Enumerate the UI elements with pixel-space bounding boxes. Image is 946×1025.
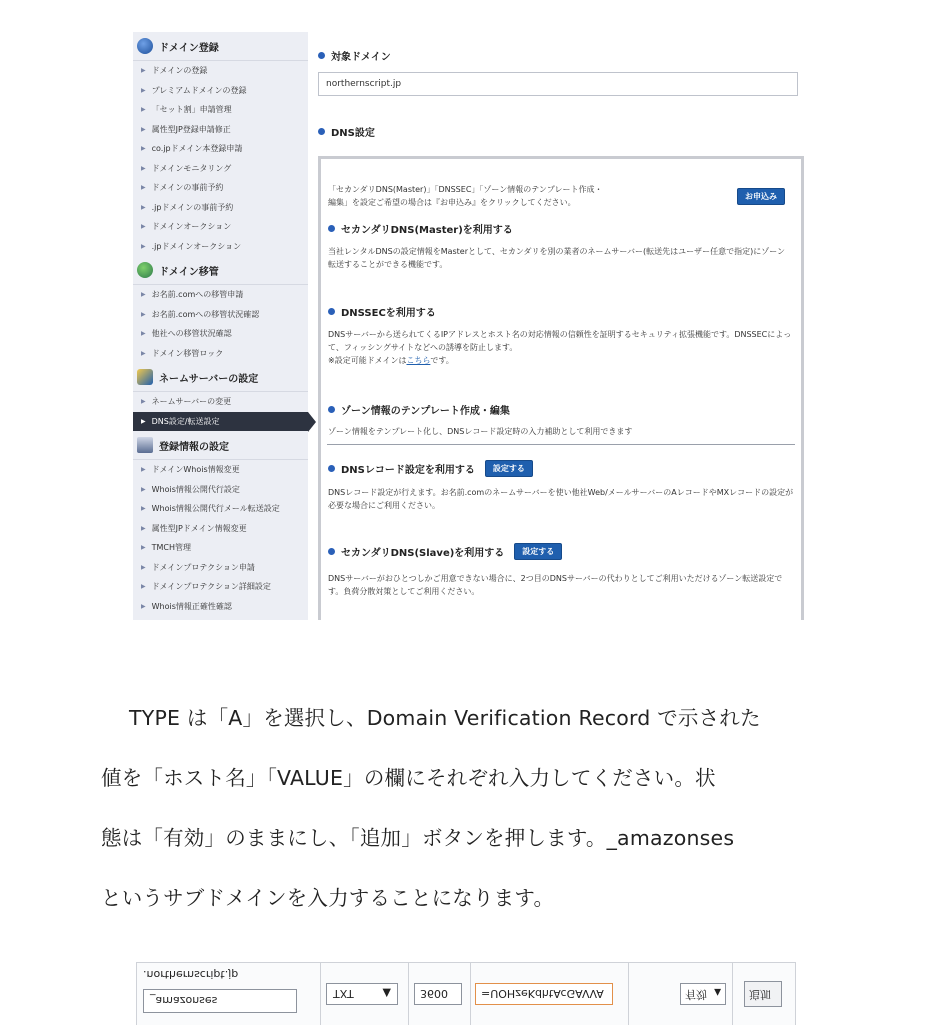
arrow-right-icon: ▶ — [141, 583, 146, 591]
registration-icon — [137, 437, 153, 453]
sidebar-section-nameserver[interactable] — [133, 363, 308, 392]
sidebar-item-label: DNS設定/転送設定 — [151, 416, 220, 426]
desc-line: DNSレコード設定が行えます。お名前.comのネームサーバーを使い他社Web/メールサーバーのAレコードやMXレコードの設定が — [328, 488, 794, 497]
sidebar-item[interactable] — [133, 305, 308, 325]
arrow-right-icon: ▶ — [141, 203, 146, 211]
sidebar-item[interactable] — [133, 217, 308, 237]
value-input[interactable] — [475, 983, 613, 1005]
sidebar-item[interactable] — [133, 178, 308, 198]
sidebar-item[interactable] — [133, 120, 308, 140]
status-cell — [628, 963, 733, 1025]
sidebar-section-title: ネームサーバーの設定 — [159, 373, 259, 385]
sidebar-item[interactable] — [133, 499, 308, 519]
dnssec-heading — [328, 304, 436, 319]
sidebar-item[interactable] — [133, 237, 308, 257]
sidebar-item-label: ドメインの登録 — [151, 66, 208, 76]
desc-line: す。負荷分散対策としてご利用ください。 — [328, 587, 480, 596]
arrow-right-icon: ▶ — [141, 349, 146, 357]
sidebar-item-label: 属性型JPドメイン情報変更 — [151, 523, 247, 533]
value-cell — [470, 963, 629, 1025]
bullet-dot-icon — [328, 225, 335, 232]
paragraph-line: というサブドメインを入力することになります。 — [101, 886, 555, 910]
sidebar-item-label: ドメインWhois情報変更 — [151, 465, 240, 475]
sidebar-item-label: ドメイン移管ロック — [151, 348, 224, 358]
sidebar-item-label: ドメインプロテクション申請 — [151, 562, 255, 572]
host-value: _amazonses — [150, 994, 218, 1007]
arrow-right-icon: ▶ — [141, 485, 146, 493]
sidebar-item-label: Whois情報公開代行メール転送設定 — [151, 504, 280, 514]
sidebar-item-dns-settings[interactable] — [133, 412, 308, 432]
arrow-right-icon: ▶ — [141, 602, 146, 610]
main-content — [318, 32, 809, 620]
arrow-right-icon: ▶ — [141, 310, 146, 318]
dnssec-desc — [328, 328, 791, 367]
sidebar-item[interactable] — [133, 100, 308, 120]
heading-text: DNS設定 — [331, 128, 375, 139]
available-domains-link[interactable]: こちら — [406, 356, 431, 365]
note-suffix: です。 — [430, 356, 454, 365]
desc-line: DNSサーバーがおひとつしかご用意できない場合に、2つ目のDNSサーバーの代わりとしてご利用いただけるゾーン転送設定で — [328, 574, 783, 583]
sidebar-item-label: Whois情報正確性確認 — [151, 601, 232, 611]
sidebar-item[interactable] — [133, 480, 308, 500]
sidebar-item-label: TMCH管理 — [151, 543, 192, 553]
apply-note — [328, 183, 603, 209]
secondary-master-desc — [328, 245, 785, 271]
heading-text: セカンダリDNS(Slave)を利用する — [341, 548, 505, 559]
sidebar-item[interactable] — [133, 61, 308, 81]
arrow-right-icon: ▶ — [141, 184, 146, 192]
sidebar-item[interactable] — [133, 519, 308, 539]
sidebar-item-label: ドメインオークション — [151, 222, 232, 232]
dns-record-row — [136, 962, 796, 1025]
sidebar-item-label: 他社への移管状況確認 — [151, 329, 232, 339]
sidebar-item[interactable] — [133, 597, 308, 617]
sidebar-item-label: ドメインモニタリング — [151, 163, 232, 173]
sidebar-item-label: .jpドメインオークション — [151, 241, 242, 251]
type-select[interactable] — [326, 983, 398, 1005]
arrow-right-icon: ▶ — [141, 125, 146, 133]
desc-line: 転送することができる機能です。 — [328, 260, 448, 269]
heading-text: ゾーン情報のテンプレート作成・編集 — [341, 406, 510, 417]
domain-suffix: .northernscript.jp — [143, 968, 239, 981]
note-prefix: ※設定可能ドメインは — [328, 356, 407, 365]
domain-field[interactable]: northernscript.jp — [318, 72, 798, 96]
sidebar-section-domain-registration[interactable] — [133, 32, 308, 61]
host-input[interactable] — [143, 989, 297, 1013]
paragraph-line: 値を「ホスト名」「VALUE」の欄にそれぞれ入力してください。状 — [101, 766, 716, 790]
sidebar-section-domain-transfer[interactable] — [133, 256, 308, 285]
arrow-right-icon: ▶ — [141, 291, 146, 299]
sidebar-item-label: お名前.comへの移管申請 — [151, 290, 244, 300]
bullet-dot-icon — [328, 548, 335, 555]
sidebar-item-label: ドメインプロテクション詳細設定 — [151, 582, 271, 592]
sidebar-item-label: Whois情報公開代行設定 — [151, 484, 240, 494]
apply-button[interactable]: お申込み — [737, 188, 785, 205]
sidebar-item-label: お名前.comへの移管状況確認 — [151, 309, 260, 319]
status-value: 有効 — [685, 988, 707, 1001]
apply-note-line: 編集」を設定ご希望の場合は『お申込み』をクリックしてください。 — [328, 198, 576, 207]
sidebar-item-label: ドメインの事前予約 — [151, 183, 224, 193]
nameserver-icon — [137, 369, 153, 385]
ttl-input[interactable] — [414, 983, 462, 1005]
sidebar-section-title: ドメイン登録 — [159, 42, 219, 54]
arrow-right-icon: ▶ — [141, 223, 146, 231]
sidebar-item-label: 「セット割」申請管理 — [151, 105, 232, 115]
secondary-master-heading — [328, 221, 513, 236]
desc-line: 当社レンタルDNSの設定情報をMasterとして、セカンダリを別の業者のネームサーバー(転送先はユーザー任意で指定)にゾーン — [328, 247, 786, 256]
chevron-icon: ▲ — [382, 987, 391, 1000]
heading-text: 対象ドメイン — [331, 52, 391, 63]
bullet-dot-icon — [328, 308, 335, 315]
sidebar-item[interactable] — [133, 139, 308, 159]
bullet-dot-icon — [328, 406, 335, 413]
ttl-value: 3600 — [420, 987, 448, 1000]
sidebar-item[interactable] — [133, 344, 308, 364]
instruction-paragraph — [101, 688, 841, 928]
transfer-icon — [137, 262, 153, 278]
dns-record-desc — [328, 486, 793, 512]
bullet-dot-icon — [328, 465, 335, 472]
bullet-dot-icon — [318, 128, 325, 135]
zone-template-heading — [328, 402, 510, 417]
status-select[interactable] — [680, 983, 726, 1005]
sidebar-item[interactable] — [133, 558, 308, 578]
heading-text: DNSSECを利用する — [341, 308, 436, 319]
arrow-right-icon: ▶ — [141, 466, 146, 474]
add-button[interactable] — [744, 981, 782, 1007]
arrow-right-icon: ▶ — [141, 145, 146, 153]
globe-icon — [137, 38, 153, 54]
arrow-right-icon: ▶ — [141, 398, 146, 406]
sidebar-section-registration-info[interactable] — [133, 431, 308, 460]
sidebar-item[interactable] — [133, 285, 308, 305]
heading-text: DNSレコード設定を利用する — [341, 465, 475, 476]
dns-settings-heading — [318, 124, 375, 139]
paragraph-line: 態は「有効」のままにし、「追加」ボタンを押します。_amazonses — [101, 826, 735, 850]
arrow-right-icon: ▶ — [141, 330, 146, 338]
sidebar-item-label: プレミアムドメインの登録 — [151, 85, 247, 95]
secondary-slave-desc — [328, 572, 782, 598]
screenshot-panel — [133, 32, 809, 620]
arrow-right-icon: ▶ — [141, 164, 146, 172]
arrow-right-icon: ▶ — [141, 67, 146, 75]
sidebar-item[interactable] — [133, 577, 308, 597]
arrow-right-icon: ▶ — [141, 417, 146, 425]
secondary-slave-heading — [328, 543, 562, 560]
type-cell — [320, 963, 409, 1025]
sidebar — [133, 32, 308, 620]
divider — [327, 444, 795, 445]
secondary-slave-settings-button[interactable]: 設定する — [514, 543, 562, 560]
heading-text: セカンダリDNS(Master)を利用する — [341, 225, 513, 236]
bullet-dot-icon — [318, 52, 325, 59]
arrow-right-icon: ▶ — [141, 524, 146, 532]
dnssec-note — [328, 354, 791, 367]
sidebar-section-title: 登録情報の設定 — [159, 441, 229, 453]
sidebar-item[interactable] — [133, 159, 308, 179]
sidebar-item-label: co.jpドメイン本登録申請 — [151, 144, 243, 154]
chevron-icon: ▲ — [714, 987, 721, 997]
dns-settings-box — [318, 156, 804, 620]
type-value: TXT — [333, 987, 354, 1000]
dns-record-settings-button[interactable]: 設定する — [485, 460, 533, 477]
arrow-right-icon: ▶ — [141, 563, 146, 571]
sidebar-item[interactable] — [133, 198, 308, 218]
dns-record-heading — [328, 460, 533, 477]
arrow-right-icon: ▶ — [141, 544, 146, 552]
sidebar-item-label: ネームサーバーの変更 — [151, 397, 232, 407]
add-button-label: 追加 — [749, 988, 771, 1001]
arrow-right-icon: ▶ — [141, 86, 146, 94]
arrow-right-icon: ▶ — [141, 242, 146, 250]
sidebar-item[interactable] — [133, 324, 308, 344]
target-domain-heading — [318, 48, 391, 63]
paragraph-line: TYPE は「A」を選択し、Domain Verification Record で示された — [129, 706, 761, 730]
sidebar-item[interactable] — [133, 392, 308, 412]
desc-line: DNSサーバーから送られてくるIPアドレスとホスト名の対応情報の信頼性を証明するセキュリティ拡張機能です。DNSSECによっ — [328, 330, 792, 339]
arrow-right-icon: ▶ — [141, 106, 146, 114]
zone-template-desc: ゾーン情報をテンプレート化し、DNSレコード設定時の入力補助として利用できます — [328, 427, 633, 436]
desc-line: 必要な場合にご利用ください。 — [328, 501, 440, 510]
action-cell — [732, 963, 794, 1025]
sidebar-section-title: ドメイン移管 — [159, 266, 219, 278]
sidebar-item[interactable] — [133, 81, 308, 101]
desc-line: て、フィッシングサイトなどへの誘導を防止します。 — [328, 343, 518, 352]
arrow-right-icon: ▶ — [141, 505, 146, 513]
sidebar-item-label: 属性型JP登録申請修正 — [151, 124, 231, 134]
host-cell — [137, 963, 321, 1025]
sidebar-item[interactable] — [133, 460, 308, 480]
apply-note-line: 「セカンダリDNS(Master)」「DNSSEC」「ゾーン情報のテンプレート作成・ — [328, 185, 603, 194]
ttl-cell — [408, 963, 471, 1025]
sidebar-item-label: .jpドメインの事前予約 — [151, 202, 234, 212]
sidebar-item[interactable] — [133, 538, 308, 558]
record-value: =UOHzeKdhtAcGAVVA — [481, 987, 604, 1000]
